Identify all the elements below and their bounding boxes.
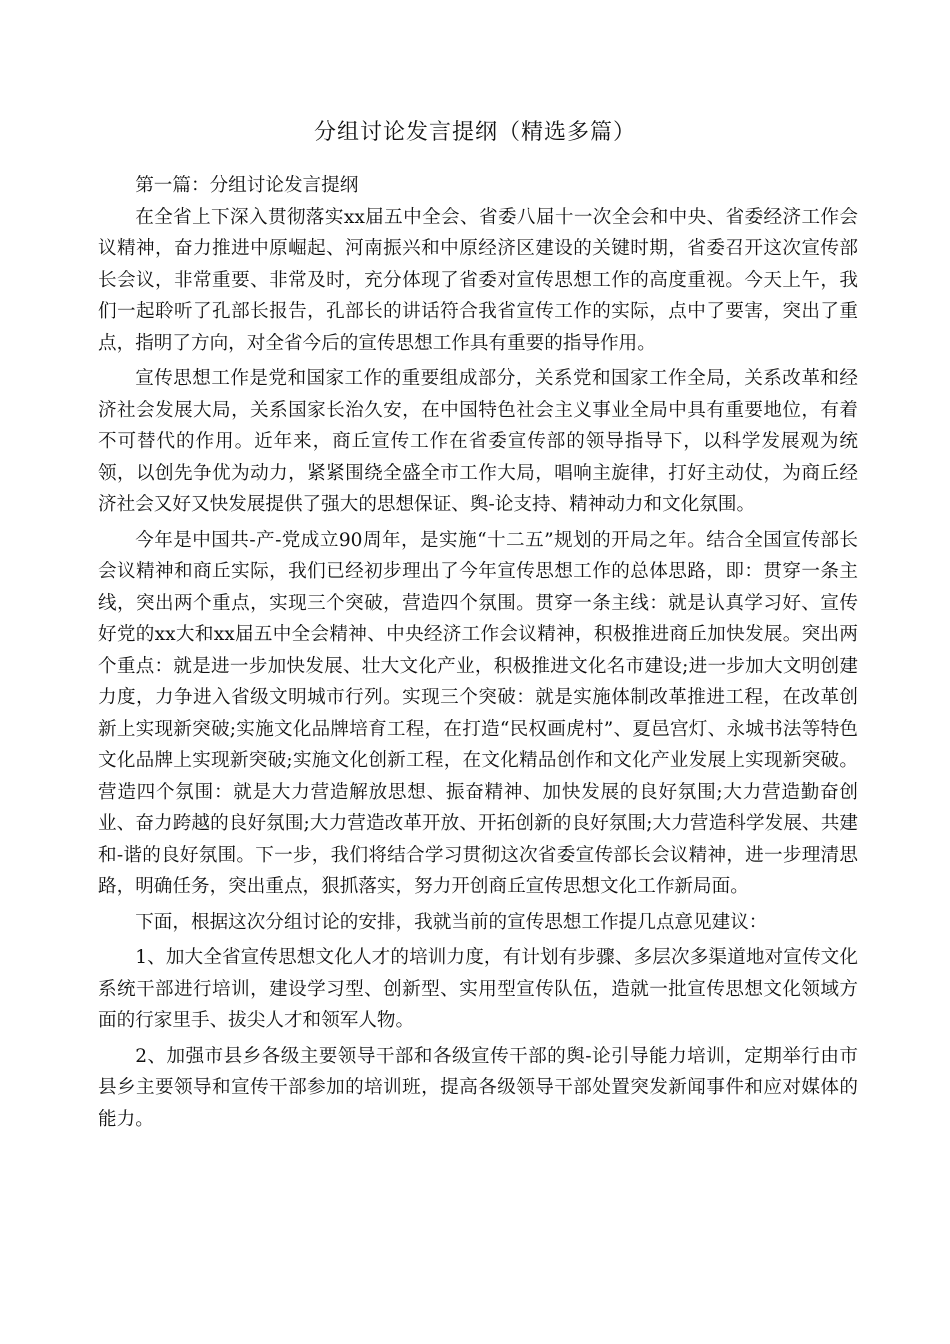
paragraph: 今年是中国共-产-党成立90周年，是实施“十二五”规划的开局之年。结合全国宣传部长会议精神和商丘实际，我们已经初步理出了今年宣传思想工作的总体思路，即：贯穿一条主线，突出两个重点，实现三个突破，营造四个氛围。贯穿一条主线：就是认真学习好、宣传好党的xx大和xx届五中全会精神、中央经济工作会议精神，积极推进商丘加快发展。突出两个重点：就是进一步加快发展、壮大文化产业，积极推进文化名市建设;进一步加大文明创建力度，力争进入省级文明城市行列。实现三个突破：就是实施体制改革推进工程，在改革创新上实现新突破;实施文化品牌培育工程，在打造“民权画虎村”、夏邑宫灯、永城书法等特色文化品牌上实现新突破;实施文化创新工程，在文化精品创作和文化产业发展上实现新突破。营造四个氛围：就是大力营造解放思想、振奋精神、加快发展的良好氛围;大力营造勤奋创业、奋力跨越的良好氛围;大力营造改革开放、开拓创新的良好氛围;大力营造科学发展、共建和-谐的良好氛围。下一步，我们将结合学习贯彻这次省委宣传部长会议精神，进一步理清思路，明确任务，突出重点，狠抓落实，努力开创商丘宣传思想文化工作新局面。 [98,529,858,897]
document-title: 分组讨论发言提纲（精选多篇） [313,120,636,145]
paragraph: 下面，根据这次分组讨论的安排，我就当前的宣传思想工作提几点意见建议： [135,911,768,933]
list-item: 1、加大全省宣传思想文化人才的培训力度，有计划有步骤、多层次多渠道地对宣传文化系统干部进行培训，建设学习型、创新型、实用型宣传队伍，造就一批宣传思想文化领域方面的行家里手、拔尖人才和领军人物。 [98,947,858,1031]
paragraph: 宣传思想工作是党和国家工作的重要组成部分，关系党和国家工作全局，关系改革和经济社会发展大局，关系国家长治久安，在中国特色社会主义事业全局中具有重要地位，有着不可替代的作用。近年来，商丘宣传工作在省委宣传部的领导指导下，以科学发展观为统领，以创先争优为动力，紧紧围绕全盛全市工作大局，唱响主旋律，打好主动仗，为商丘经济社会又好又快发展提供了强大的思想保证、舆-论支持、精神动力和文化氛围。 [98,368,858,515]
list-item: 2、加强市县乡各级主要领导干部和各级宣传干部的舆-论引导能力培训，定期举行由市县乡主要领导和宣传干部参加的培训班，提高各级领导干部处置突发新闻事件和应对媒体的能力。 [98,1045,858,1130]
section-heading: 第一篇：分组讨论发言提纲 [135,175,359,196]
paragraph: 在全省上下深入贯彻落实xx届五中全会、省委八届十一次全会和中央、省委经济工作会议精神，奋力推进中原崛起、河南振兴和中原经济区建设的关键时期，省委召开这次宣传部长会议，非常重要、非常及时，充分体现了省委对宣传思想工作的高度重视。今天上午，我们一起聆听了孔部长报告，孔部长的讲话符合我省宣传工作的实际，点中了要害，突出了重点，指明了方向，对全省今后的宣传思想工作具有重要的指导作用。 [98,206,858,354]
document-body [98,170,858,1135]
